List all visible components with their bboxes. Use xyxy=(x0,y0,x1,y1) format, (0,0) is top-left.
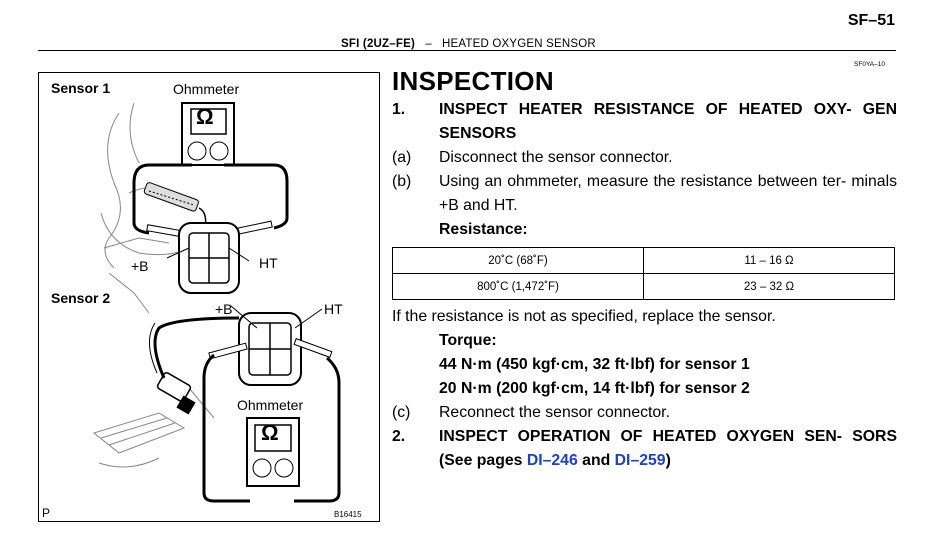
table-row xyxy=(393,274,895,300)
ohm-icon-1: Ω xyxy=(196,104,214,129)
plus-b-label-1: +B xyxy=(131,258,149,274)
sub-step-a-text: Disconnect the sensor connector. xyxy=(439,149,673,166)
step-2-close: ) xyxy=(665,452,671,469)
ohmmeter-label-2: Ohmmeter xyxy=(237,397,304,413)
step-2-text: INSPECT OPERATION OF HEATED OXYGEN SEN- SORS (See pages xyxy=(439,428,897,469)
corner-mark: P xyxy=(42,506,51,520)
sub-step-c-text: Reconnect the sensor connector. xyxy=(439,404,670,421)
oxygen-sensor-2 xyxy=(157,372,196,415)
torque-sensor1: 44 N·m (450 kgf·cm, 32 ft·lbf) for sensor 1 xyxy=(439,356,750,373)
header-separator: – xyxy=(425,38,432,50)
sub-step-a xyxy=(392,146,897,170)
table-cell: 11 – 16 Ω xyxy=(644,248,895,274)
table-cell: 800˚C (1,472˚F) xyxy=(393,274,644,300)
ht-label-2: HT xyxy=(324,301,343,317)
torque-sensor2: 20 N·m (200 kgf·cm, 14 ft·lbf) for sensor 2 xyxy=(439,380,750,397)
sub-step-b xyxy=(392,170,897,218)
table-cell: 20˚C (68˚F) xyxy=(393,248,644,274)
inspection-figure xyxy=(38,72,380,522)
step-2 xyxy=(392,425,897,473)
table-row xyxy=(393,248,895,274)
step-1-number: 1. xyxy=(392,101,406,118)
step-2-and: and xyxy=(577,452,615,469)
inspection-content xyxy=(392,66,897,473)
plus-b-label-2: +B xyxy=(215,301,233,317)
section-title: HEATED OXYGEN SENSOR xyxy=(441,38,596,50)
link-di-246[interactable]: DI–246 xyxy=(526,452,578,469)
sub-step-a-number: (a) xyxy=(392,149,412,166)
torque-label: Torque: xyxy=(439,332,497,349)
ohm-icon-2: Ω xyxy=(261,420,279,445)
page-number: SF–51 xyxy=(847,12,895,29)
figure-code: B16415 xyxy=(334,510,362,519)
replace-note: If the resistance is not as specified, replace the sensor. xyxy=(392,308,776,325)
resistance-table xyxy=(392,247,895,300)
running-header xyxy=(0,38,937,50)
sensor1-label: Sensor 1 xyxy=(51,80,111,96)
step-1 xyxy=(392,98,897,146)
sub-step-c-number: (c) xyxy=(392,404,411,421)
sensor2-harness xyxy=(149,318,239,378)
sensor2-label: Sensor 2 xyxy=(51,290,111,306)
table-cell: 23 – 32 Ω xyxy=(644,274,895,300)
sub-step-b-text: Using an ohmmeter, measure the resistance between ter- minals +B and HT. xyxy=(439,173,897,214)
resistance-label: Resistance: xyxy=(439,221,528,238)
exhaust-sketch xyxy=(94,388,214,467)
inspection-title: INSPECTION xyxy=(392,66,554,96)
step-1-text: INSPECT HEATER RESISTANCE OF HEATED OXY- GEN SENSORS xyxy=(439,101,897,142)
sub-step-b-number: (b) xyxy=(392,173,412,190)
section-code: SFI (2UZ–FE) xyxy=(341,38,415,50)
ohmmeter-label-1: Ohmmeter xyxy=(173,81,240,97)
connector-1 xyxy=(167,223,249,293)
engine-sketch-1 xyxy=(101,103,189,313)
ht-label-1: HT xyxy=(259,255,278,271)
doc-code: SF0YA–10 xyxy=(854,61,885,68)
step-2-number: 2. xyxy=(392,428,406,445)
link-di-259[interactable]: DI–259 xyxy=(614,452,666,469)
sub-step-c xyxy=(392,401,897,425)
header-rule xyxy=(38,50,896,51)
